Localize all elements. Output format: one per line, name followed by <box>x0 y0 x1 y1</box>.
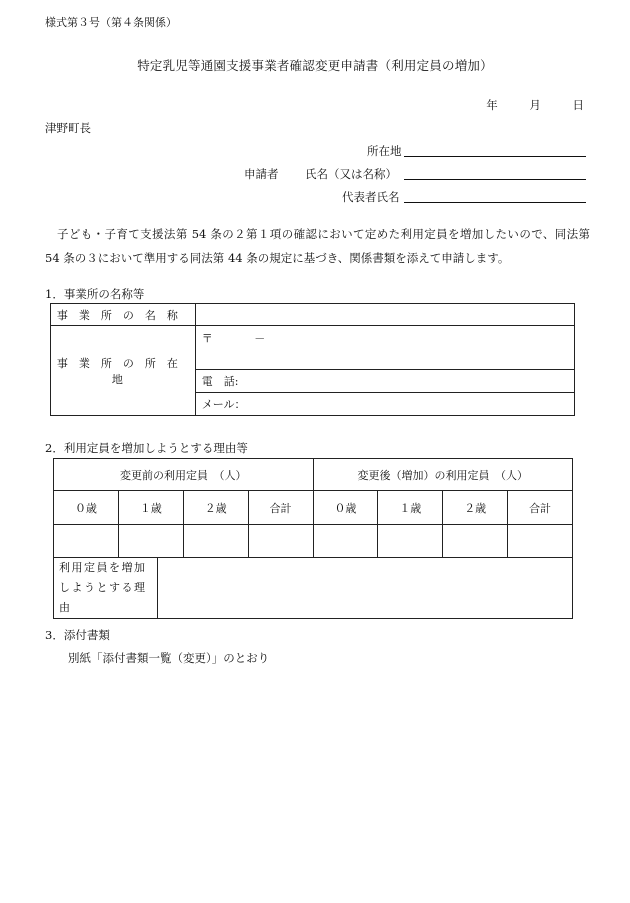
column-header: 合計 <box>508 491 573 525</box>
postal-code-field[interactable] <box>195 326 574 370</box>
reason-label <box>54 558 158 619</box>
column-header: ２歳 <box>183 491 248 525</box>
facility-name-label: 事業所の名称 <box>51 304 196 326</box>
after-capacity-header: 変更後（増加）の利用定員 （人） <box>313 459 573 491</box>
address-underline <box>404 156 586 157</box>
reason-table <box>53 557 573 619</box>
document-title: 特定乳児等通園支援事業者確認変更申請書（利用定員の増加） <box>137 58 493 73</box>
column-header: ２歳 <box>443 491 508 525</box>
name-underline <box>404 179 586 180</box>
section3-heading: 3．添付書類 <box>45 628 110 642</box>
capacity-input-cell[interactable] <box>118 525 183 558</box>
column-header: ０歳 <box>54 491 119 525</box>
facility-location-label: 事業所の所在地 <box>51 326 196 416</box>
form-number: 様式第３号（第４条関係） <box>45 16 177 29</box>
email-label: メール： <box>201 398 246 411</box>
reason-label-line1: 利用定員を増加 <box>59 561 147 574</box>
column-header: １歳 <box>378 491 443 525</box>
applicant-label: 申請者 <box>244 167 279 181</box>
date-line <box>486 97 584 113</box>
phone-field[interactable] <box>195 370 574 393</box>
section1-heading: 1．事業所の名称等 <box>45 287 145 301</box>
name-label: 氏名（又は名称） <box>305 167 397 181</box>
capacity-input-cell[interactable] <box>443 525 508 558</box>
reason-field[interactable] <box>157 558 572 619</box>
addressee: 津野町長 <box>45 121 91 135</box>
capacity-input-cell[interactable] <box>313 525 378 558</box>
date-day-label: 日 <box>572 98 584 112</box>
representative-label: 代表者氏名 <box>342 190 400 204</box>
capacity-input-cell[interactable] <box>248 525 313 558</box>
capacity-input-cell[interactable] <box>183 525 248 558</box>
capacity-input-cell[interactable] <box>54 525 119 558</box>
facility-name-field[interactable] <box>195 304 574 326</box>
column-header: ０歳 <box>313 491 378 525</box>
attachment-note: 別紙「添付書類一覧（変更）」のとおり <box>68 651 270 665</box>
body-paragraph: 子ども・子育て支援法第 54 条の２第１項の確認において定めた利用定員を増加したいので、同法第 54 条の３において準用する同法第 44 条の規定に基づき、関係書類を添えて申請します。 <box>45 227 590 265</box>
phone-label: 電 話: <box>201 375 239 388</box>
capacity-input-cell[interactable] <box>378 525 443 558</box>
capacity-input-cell[interactable] <box>508 525 573 558</box>
address-label: 所在地 <box>367 144 402 158</box>
capacity-table <box>53 458 573 558</box>
representative-underline <box>404 202 586 203</box>
date-year-label: 年 <box>486 98 498 112</box>
postal-mark: 〒 <box>201 332 213 345</box>
postal-dash: － <box>254 332 266 345</box>
column-header: 合計 <box>248 491 313 525</box>
reason-label-line2: しようとする理由 <box>59 581 147 614</box>
before-capacity-header: 変更前の利用定員 （人） <box>54 459 314 491</box>
section2-heading: 2．利用定員を増加しようとする理由等 <box>45 441 248 455</box>
email-field[interactable] <box>195 393 574 416</box>
column-header: １歳 <box>118 491 183 525</box>
date-month-label: 月 <box>529 98 541 112</box>
facility-table <box>50 303 575 416</box>
